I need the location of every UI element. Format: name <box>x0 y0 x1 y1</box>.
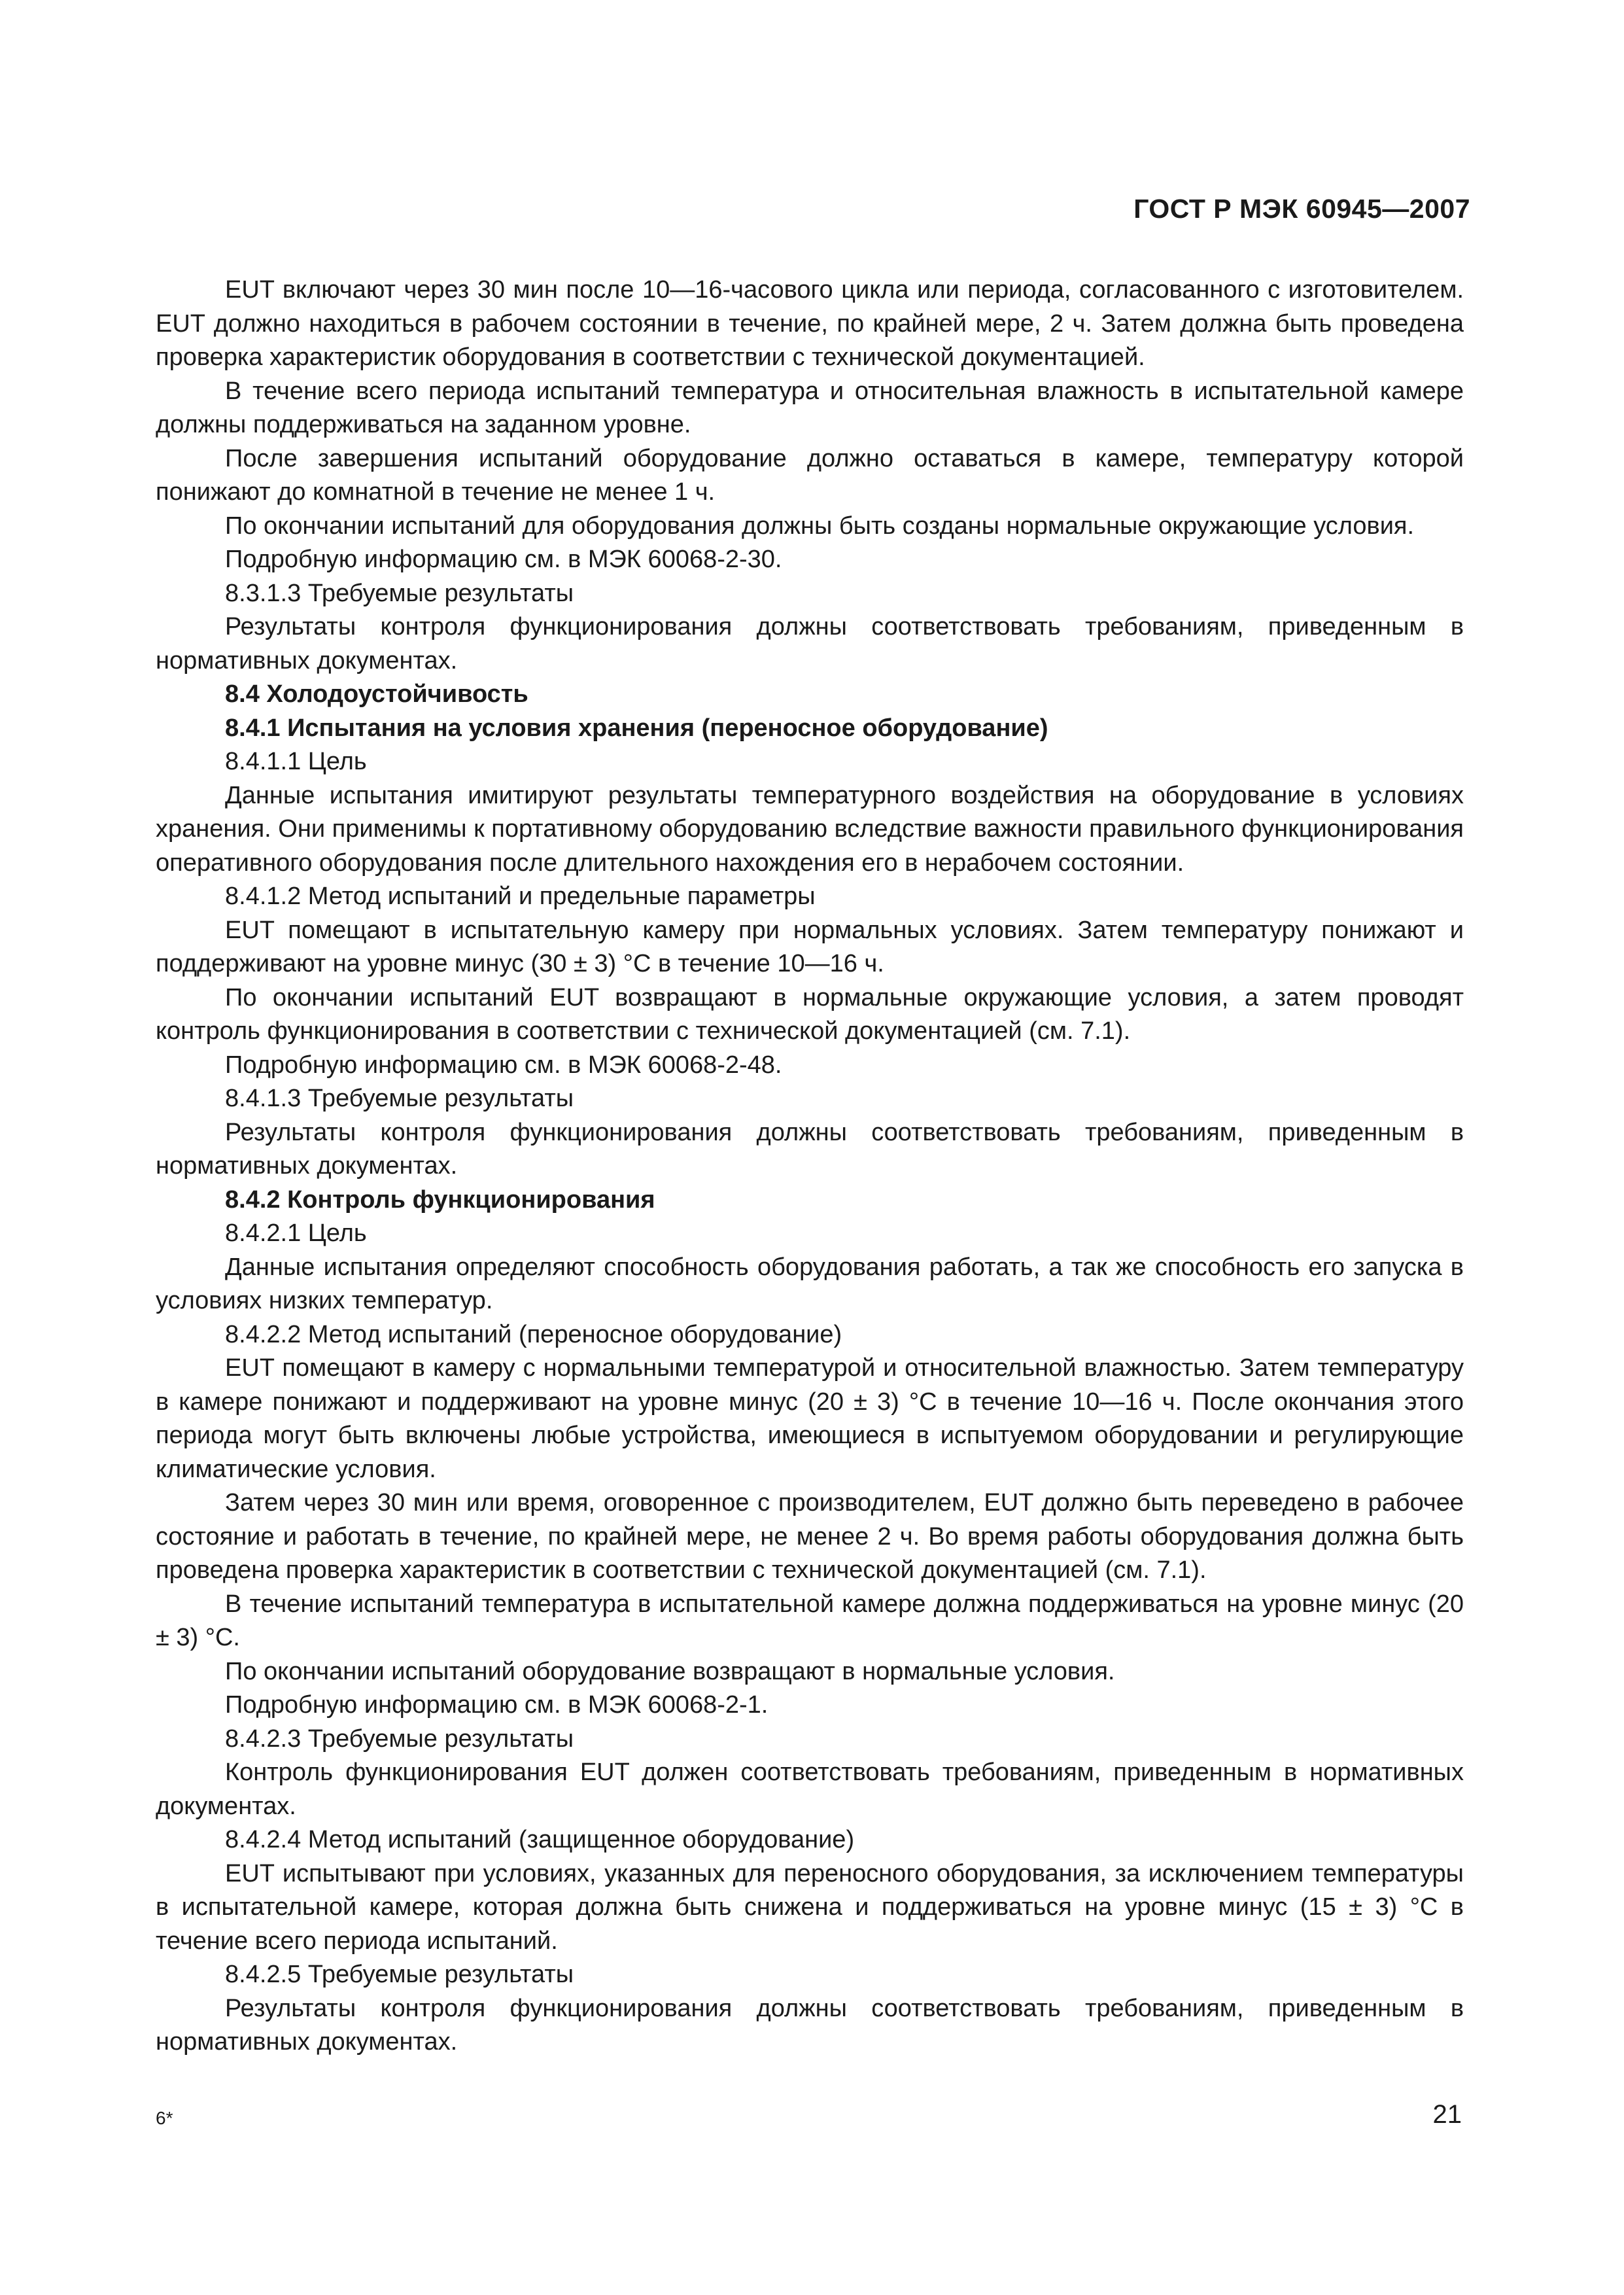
body-paragraph: EUT помещают в испытательную камеру при нормальных условиях. Затем температуру понижают и поддерживают на уровне минус (30 ± 3) °С в течение 10—16 ч. <box>156 916 1464 977</box>
body-paragraph: 8.4.1.3 Требуемые результаты <box>225 1085 574 1112</box>
body-paragraph: 8.3.1.3 Требуемые результаты <box>225 579 574 607</box>
document-body <box>156 273 1464 2059</box>
body-paragraph: Результаты контроля функционирования должны соответствовать требованиям, приведенным в нормативных документах. <box>156 613 1464 674</box>
body-paragraph: 8.4.2.1 Цель <box>225 1219 367 1247</box>
body-paragraph: В течение всего периода испытаний температура и относительная влажность в испытательной камере должны поддерживаться на заданном уровне. <box>156 377 1464 438</box>
body-paragraph: По окончании испытаний для оборудования должны быть созданы нормальные окружающие условия. <box>225 512 1415 540</box>
body-paragraph: 8.4.2.4 Метод испытаний (защищенное оборудование) <box>225 1826 855 1853</box>
sheet-mark: 6* <box>156 2108 173 2128</box>
body-paragraph: Результаты контроля функционирования должны соответствовать требованиям, приведенным в нормативных документах. <box>156 1994 1464 2056</box>
document-code-header: ГОСТ Р МЭК 60945—2007 <box>1133 194 1470 224</box>
section-heading: 8.4.1 Испытания на условия хранения (переносное оборудование) <box>225 714 1048 742</box>
body-paragraph: Данные испытания определяют способность оборудования работать, а так же способность его запуска в условиях низких температур. <box>156 1253 1464 1314</box>
body-paragraph: По окончании испытаний EUT возвращают в нормальные окружающие условия, а затем проводят контроль функционирования в соответствии с технической документацией (см. 7.1). <box>156 983 1464 1045</box>
body-paragraph: EUT включают через 30 мин после 10—16-часового цикла или периода, согласованного с изготовителем. EUT должно находиться в рабочем состоянии в течение, по крайней мере, 2 ч. Затем должна быть проведена проверка характеристик оборудования в соответствии с технической документацией. <box>156 276 1464 371</box>
body-paragraph: 8.4.2.3 Требуемые результаты <box>225 1725 574 1753</box>
body-paragraph: Затем через 30 мин или время, оговоренное с производителем, EUT должно быть переведено в рабочее состояние и работать в течение, по крайней мере, не менее 2 ч. Во время работы оборудования должна быть проведена проверка характеристик в соответствии с технической документацией (см. 7.1). <box>156 1489 1464 1584</box>
body-paragraph: После завершения испытаний оборудование должно оставаться в камере, температуру которой понижают до комнатной в течение не менее 1 ч. <box>156 444 1464 506</box>
body-paragraph: Подробную информацию см. в МЭК 60068-2-30. <box>225 546 782 573</box>
body-paragraph: EUT испытывают при условиях, указанных для переносного оборудования, за исключением температуры в испытательной камере, которая должна быть снижена и поддерживаться на уровне минус (15 ± 3) °С в течение всего периода испытаний. <box>156 1859 1464 1955</box>
body-paragraph: Подробную информацию см. в МЭК 60068-2-1. <box>225 1691 769 1719</box>
body-paragraph: В течение испытаний температура в испытательной камере должна поддерживаться на уровне минус (20 ± 3) °С. <box>156 1590 1464 1651</box>
body-paragraph: EUT помещают в камеру с нормальными температурой и относительной влажностью. Затем температуру в камере понижают и поддерживают на уровне минус (20 ± 3) °С в течение 10—16 ч. После окончания этого периода могут быть включены любые устройства, имеющиеся в испытуемом оборудовании и регулирующие климатические условия. <box>156 1354 1464 1483</box>
page-number: 21 <box>1432 2100 1462 2129</box>
body-paragraph: 8.4.2.2 Метод испытаний (переносное оборудование) <box>225 1320 842 1348</box>
body-paragraph: Подробную информацию см. в МЭК 60068-2-48. <box>225 1051 782 1079</box>
body-paragraph: Контроль функционирования EUT должен соответствовать требованиям, приведенным в нормативных документах. <box>156 1759 1464 1820</box>
body-paragraph: Данные испытания имитируют результаты температурного воздействия на оборудование в условиях хранения. Они применимы к портативному оборудованию вследствие важности правильного функционирования оперативного оборудования после длительного нахождения его в нерабочем состоянии. <box>156 781 1464 877</box>
body-paragraph: Результаты контроля функционирования должны соответствовать требованиям, приведенным в нормативных документах. <box>156 1118 1464 1180</box>
body-paragraph: 8.4.1.2 Метод испытаний и предельные параметры <box>225 883 816 910</box>
body-paragraph: По окончании испытаний оборудование возвращают в нормальные условия. <box>225 1657 1115 1685</box>
section-heading: 8.4 Холодоустойчивость <box>225 680 528 708</box>
section-heading: 8.4.2 Контроль функционирования <box>225 1185 655 1214</box>
body-paragraph: 8.4.2.5 Требуемые результаты <box>225 1961 574 1988</box>
body-paragraph: 8.4.1.1 Цель <box>225 748 367 775</box>
